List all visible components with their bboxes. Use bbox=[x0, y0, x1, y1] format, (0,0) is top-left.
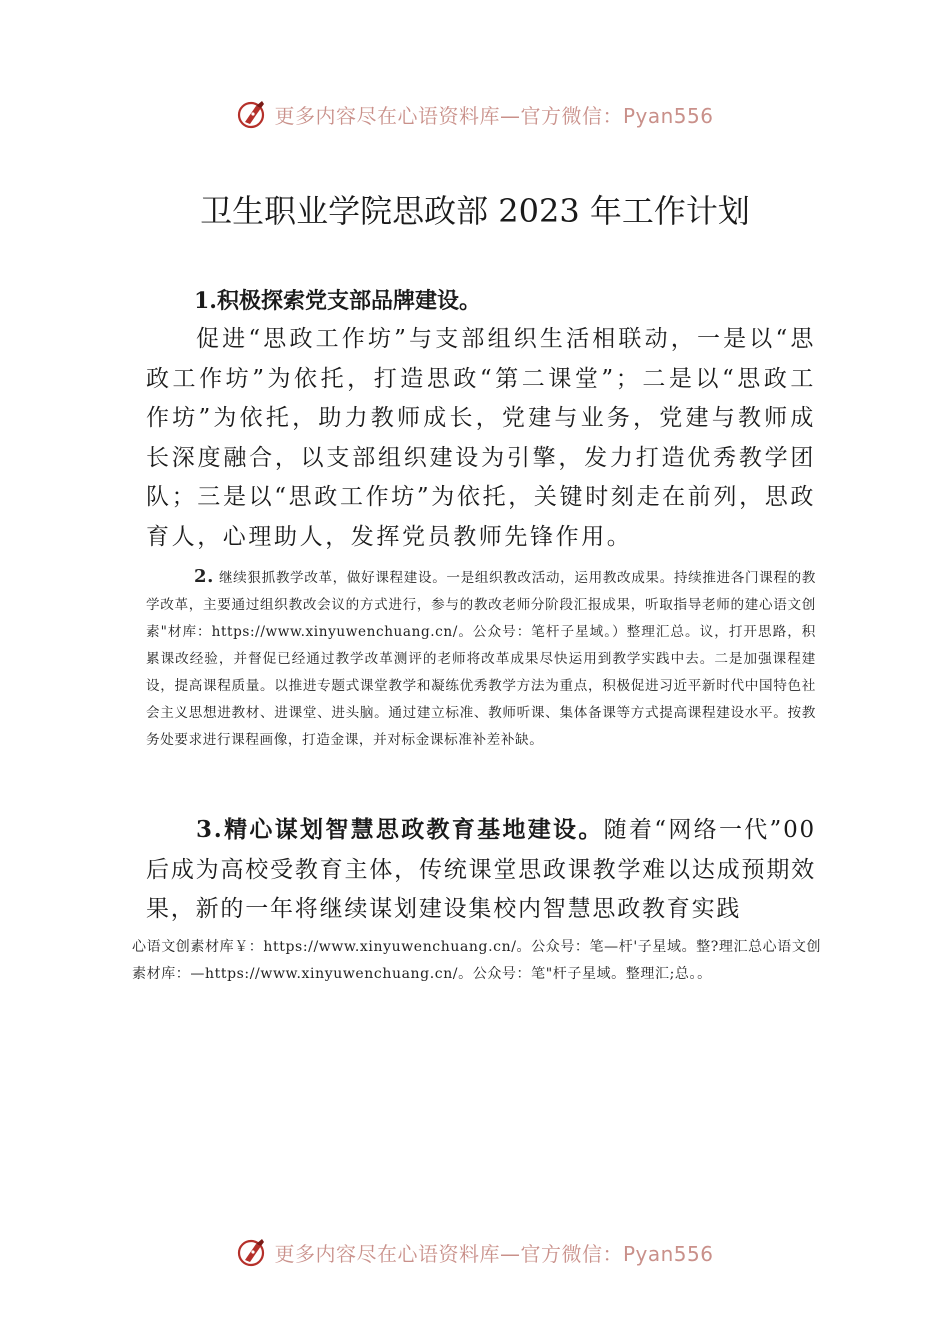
header-banner-text: 更多内容尽在心语资料库—官方微信：Pyan556 bbox=[274, 103, 714, 128]
header-banner-inner bbox=[236, 98, 713, 130]
section3-paragraph bbox=[146, 810, 816, 930]
document-title: 卫生职业学院思政部 2023 年工作计划 bbox=[200, 192, 750, 230]
section2-body: 继续狠抓教学改革，做好课程建设。一是组织教改活动，运用教改成果。持续推进各门课程的教学改革，主要通过组织教改会议的方式进行，参与的教改老师分阶段汇报成果，听取指导老师的建心语文创素"材库：https://www.xinyuwenchuang.cn/。公众号：笔杆子星域。）整理汇总。议，打开思路，积累课改经验，并督促已经通过教学改革测评的老师将改革成果尽快运用到教学实践中去。二是加强课程建设，提高课程质量。以推进专题式课堂教学和凝练优秀教学方法为重点，积极促进习近平新时代中国特色社会主义思想进教材、进课堂、进头脑。通过建立标准、教师听课、集体备课等方式提高课程建设水平。按教务处要求进行课程画像，打造金课，并对标金课标准补差补缺。 bbox=[146, 570, 817, 748]
section3-lead: 3.精心谋划智慧思政教育基地建设。 bbox=[196, 816, 604, 843]
footer-banner-inner bbox=[236, 1236, 713, 1268]
section2-paragraph bbox=[146, 563, 816, 754]
footer-banner-text: 更多内容尽在心语资料库—官方微信：Pyan556 bbox=[274, 1241, 714, 1266]
section4-body: 心语文创素材库￥：https://www.xinyuwenchuang.cn/。公众号：笔—杆'子星域。整?理汇总心语文创素材库：—https://www.xinyuwenchuang.cn/。公众号：笔"杆子星域。整理汇;总。。 bbox=[132, 939, 822, 982]
section2-number: 2. bbox=[194, 566, 214, 587]
section3-body: 随着“网络一代”00后成为高校受教育主体，传统课堂思政课教学难以达成预期效果，新的一年将继续谋划建设集校内智慧思政教育实践 bbox=[146, 817, 816, 922]
pen-nib-logo-icon bbox=[236, 1236, 268, 1268]
pen-nib-logo-icon bbox=[236, 98, 268, 130]
footer-banner bbox=[0, 1232, 950, 1272]
section1-heading: 1.积极探索党支部品牌建设。 bbox=[194, 288, 481, 314]
section1-body: 促进“思政工作坊”与支部组织生活相联动，一是以“思政工作坊”为依托，打造思政“第二课堂”；二是以“思政工作坊”为依托，助力教师成长，党建与业务，党建与教师成长深度融合，以支部组织建设为引擎，发力打造优秀教学团队；三是以“思政工作坊”为依托，关键时刻走在前列，思政育人，心理助人，发挥党员教师先锋作用。 bbox=[146, 326, 816, 550]
header-banner bbox=[0, 94, 950, 134]
